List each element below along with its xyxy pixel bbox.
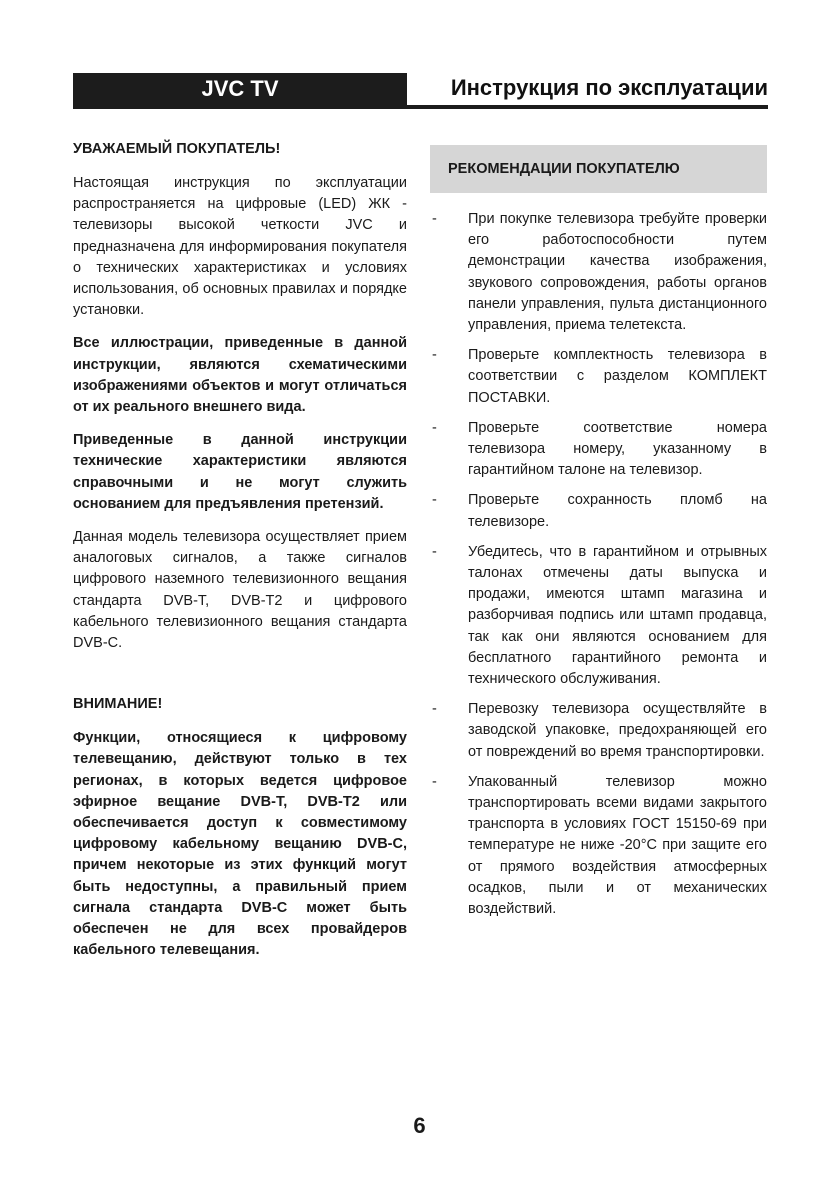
page-number: 6 bbox=[413, 1113, 426, 1138]
digital-warning: Функции, относящиеся к цифровому телевещанию, действуют только в тех регионах, в которых ведется цифровое эфирное вещание DVB-T, DVB-T2 или обеспечивается доступ к совместимому цифровому кабельному вещанию DVB-C, причем некоторые из этих функций могут быть недоступны, а правильный прием сигнала стандарта DVB-C может быть обеспечен не для всех провайдеров кабельного телевещания. bbox=[73, 730, 407, 959]
section-spacer bbox=[73, 666, 407, 696]
recommendations-heading: РЕКОМЕНДАЦИИ ПОКУПАТЕЛЮ bbox=[430, 145, 767, 193]
list-item-text: Перевозку телевизора осуществляйте в заводской упаковке, предохраняющей его от повреждений во время транспортировки. bbox=[468, 701, 767, 760]
list-item bbox=[430, 699, 767, 763]
left-column bbox=[73, 141, 407, 974]
heading-attention: ВНИМАНИЕ! bbox=[73, 696, 163, 713]
list-item-text: Упакованный телевизор можно транспортировать всеми видами закрытого транспорта в условиях ГОСТ 15150-69 при температуре не ниже -20°C при защите его от прямого воздействия атмосферных осадков, пыли и от механических воздействий. bbox=[468, 773, 767, 918]
right-column bbox=[430, 145, 767, 929]
bullet-dash: - bbox=[432, 419, 437, 436]
list-item-text: Проверьте сохранность пломб на телевизоре. bbox=[468, 492, 767, 530]
header-divider bbox=[73, 105, 768, 109]
list-item-text: При покупке телевизора требуйте проверки его работоспособности путем демонстрации качества изображения, звукового сопровождения, работы органов панели управления, пульта дистанционного управления, приема телетекста. bbox=[468, 211, 767, 334]
list-item bbox=[430, 418, 767, 482]
list-item bbox=[430, 772, 767, 920]
bullet-dash: - bbox=[432, 701, 437, 718]
illustrations-notice: Все иллюстрации, приведенные в данной инструкции, являются схематическими изображениями объектов и могут отличаться от их реального внешнего вида. bbox=[73, 335, 407, 416]
bullet-dash: - bbox=[432, 543, 437, 560]
bullet-dash: - bbox=[432, 211, 437, 227]
list-item bbox=[430, 345, 767, 409]
list-item bbox=[430, 490, 767, 532]
list-item bbox=[430, 209, 767, 336]
recommendations-list bbox=[430, 209, 767, 920]
intro-paragraph: Настоящая инструкция по эксплуатации распространяется на цифровые (LED) ЖК - телевизоры высокой четкости JVC и предназначена для информирования покупателя о технических характеристиках и условиях использования, об основных правилах и порядке установки. bbox=[73, 175, 407, 319]
bullet-dash: - bbox=[432, 347, 437, 364]
page-header bbox=[73, 73, 768, 111]
model-description: Данная модель телевизора осуществляет прием аналоговых сигналов, а также сигналов цифрового наземного телевизионного вещания стандарта DVB-T, DVB-T2 и цифрового кабельного телевизионного вещания стандарта DVB-C. bbox=[73, 529, 407, 652]
heading-dear-customer: УВАЖАЕМЫЙ ПОКУПАТЕЛЬ! bbox=[73, 141, 281, 157]
list-item bbox=[430, 542, 767, 690]
specs-notice: Приведенные в данной инструкции технические характеристики являются справочными и не могут служить основанием для предъявления претензий. bbox=[73, 432, 407, 512]
brand-label: JVC TV bbox=[73, 73, 407, 105]
bullet-dash: - bbox=[432, 773, 437, 790]
list-item-text: Проверьте соответствие номера телевизора номеру, указанному в гарантийном талоне на телевизор. bbox=[468, 419, 767, 479]
document-title: Инструкция по эксплуатации bbox=[450, 75, 768, 100]
list-item-text: Убедитесь, что в гарантийном и отрывных талонах отмечены даты выпуска и продажи, имеются штамп магазина и разборчивая подпись или штамп продавца, так как они являются основанием для бесплатного гарантийного ремонта и технического обслуживания. bbox=[468, 543, 767, 688]
list-item-text: Проверьте комплектность телевизора в соответствии с разделом КОМПЛЕКТ ПОСТАВКИ. bbox=[468, 347, 767, 406]
bullet-dash: - bbox=[432, 492, 437, 509]
